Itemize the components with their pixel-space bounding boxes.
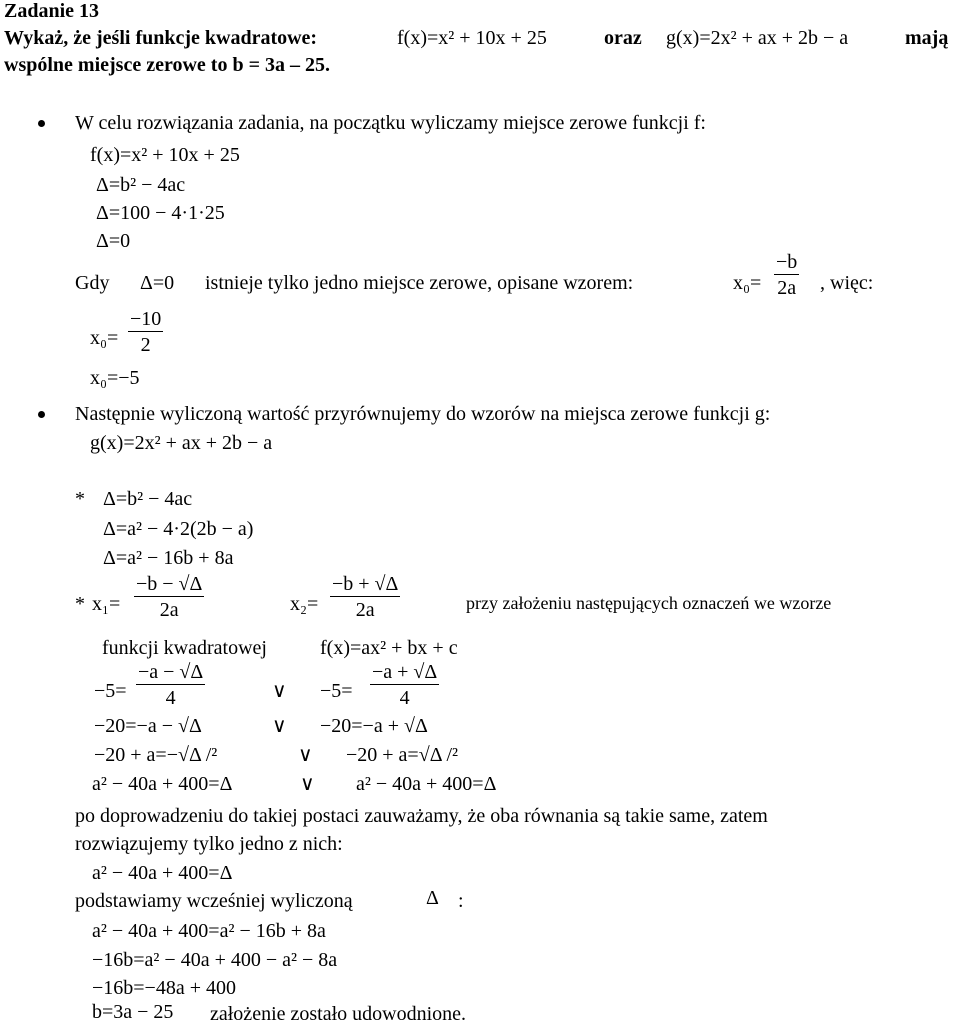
eq1-left-fraction xyxy=(136,662,205,708)
eq4-right: a² − 40a + 400=Δ xyxy=(356,773,497,795)
substitute-delta: Δ xyxy=(426,887,439,909)
bullet-2 xyxy=(38,411,45,418)
x1-numerator: −b − √Δ xyxy=(136,573,203,595)
assumption-text: przy założeniu następujących oznaczeń we wzorze xyxy=(466,593,832,613)
eq1-left-lhs: −5= xyxy=(94,680,127,702)
eq1-right-fraction xyxy=(370,662,439,708)
gdy-delta: Δ=0 xyxy=(140,272,175,294)
delta-formula: Δ=b² − 4ac xyxy=(96,174,186,196)
eq2-right: −20=−a + √Δ xyxy=(320,715,428,737)
x2-denominator: 2a xyxy=(355,599,375,621)
task-title: Zadanie 13 xyxy=(4,0,100,22)
eq1-left-numerator: −a − √Δ xyxy=(138,661,204,683)
or-3: ∨ xyxy=(298,744,313,766)
proof-complete: założenie zostało udowodnione. xyxy=(210,1003,467,1025)
or-4: ∨ xyxy=(300,773,315,795)
x1-fraction xyxy=(134,574,204,620)
x0-calc-denominator: 2 xyxy=(140,334,151,356)
delta-result: Δ=0 xyxy=(96,230,131,252)
final-eq-3: −16b=a² − 40a + 400 − a² − 8a xyxy=(92,949,338,971)
delta-g-subst: Δ=a² − 4·2(2b − a) xyxy=(103,518,254,540)
x0-denominator: 2a xyxy=(777,277,797,299)
eq1-right-denominator: 4 xyxy=(399,687,410,709)
eq3-right: −20 + a=√Δ /² xyxy=(346,744,459,766)
part2-intro: Następnie wyliczoną wartość przyrównujemy do wzorów na miejsca zerowe funkcji g: xyxy=(75,403,771,425)
final-eq-5: b=3a − 25 xyxy=(92,1001,174,1023)
x0-calc-lhs: x₀= xyxy=(90,327,119,349)
x0-numerator: −b xyxy=(776,251,798,273)
g-definition: g(x)=2x² + ax + 2b − a xyxy=(90,432,273,454)
f-definition: f(x)=x² + 10x + 25 xyxy=(90,144,240,166)
task-oraz: oraz xyxy=(604,27,642,49)
x1-denominator: 2a xyxy=(159,599,179,621)
conclusion-line-1: po doprowadzeniu do takiej postaci zauważamy, że oba równania są takie same, zatem xyxy=(75,805,768,827)
x0-calc-numerator: −10 xyxy=(130,308,162,330)
x2-fraction xyxy=(330,574,400,620)
x2-lhs: x₂= xyxy=(290,593,319,615)
conclusion-line-2: rozwiązujemy tylko jedno z nich: xyxy=(75,833,343,855)
f-general-form: f(x)=ax² + bx + c xyxy=(320,637,458,659)
bullet-1 xyxy=(38,120,45,127)
x0-calc-fraction xyxy=(128,309,163,355)
delta-g-simplified: Δ=a² − 16b + 8a xyxy=(103,547,234,569)
gdy-label: Gdy xyxy=(75,272,110,294)
final-eq-1: a² − 40a + 400=Δ xyxy=(92,862,233,884)
or-1: ∨ xyxy=(272,680,287,702)
eq1-left-denominator: 4 xyxy=(165,687,176,709)
task-statement-lead: Wykaż, że jeśli funkcje kwadratowe: xyxy=(4,27,318,49)
substitute-text: podstawiamy wcześniej wyliczoną xyxy=(75,890,353,912)
task-f-formula: f(x)=x² + 10x + 25 xyxy=(397,27,547,49)
or-2: ∨ xyxy=(272,715,287,737)
x2-numerator: −b + √Δ xyxy=(332,573,399,595)
eq4-left: a² − 40a + 400=Δ xyxy=(92,773,233,795)
part1-intro: W celu rozwiązania zadania, na początku wyliczamy miejsce zerowe funkcji f: xyxy=(75,112,706,134)
funkcji-kwadratowej: funkcji kwadratowej xyxy=(102,637,267,659)
x0-lhs: x₀= xyxy=(733,272,762,294)
delta-general: Δ=b² − 4ac xyxy=(103,488,193,510)
gdy-text: istnieje tylko jedno miejsce zerowe, opisane wzorem: xyxy=(205,272,634,294)
task-statement-claim: wspólne miejsce zerowe to b = 3a – 25. xyxy=(4,54,330,76)
eq2-left: −20=−a − √Δ xyxy=(94,715,202,737)
eq1-right-lhs: −5= xyxy=(320,680,353,702)
star-2: * xyxy=(75,593,85,615)
x0-fraction xyxy=(774,252,799,298)
x1-lhs: x₁= xyxy=(92,593,121,615)
x0-value: x₀=−5 xyxy=(90,367,140,389)
final-eq-4: −16b=−48a + 400 xyxy=(92,977,236,999)
final-eq-2: a² − 40a + 400=a² − 16b + 8a xyxy=(92,920,326,942)
task-statement-tail: mają xyxy=(905,27,949,49)
eq1-right-numerator: −a + √Δ xyxy=(372,661,438,683)
star-1: * xyxy=(75,488,85,510)
wiec: , więc: xyxy=(820,272,874,294)
delta-substitution: Δ=100 − 4·1·25 xyxy=(96,202,225,224)
task-g-formula: g(x)=2x² + ax + 2b − a xyxy=(666,27,849,49)
substitute-colon: : xyxy=(458,890,464,912)
eq3-left: −20 + a=−√Δ /² xyxy=(94,744,218,766)
